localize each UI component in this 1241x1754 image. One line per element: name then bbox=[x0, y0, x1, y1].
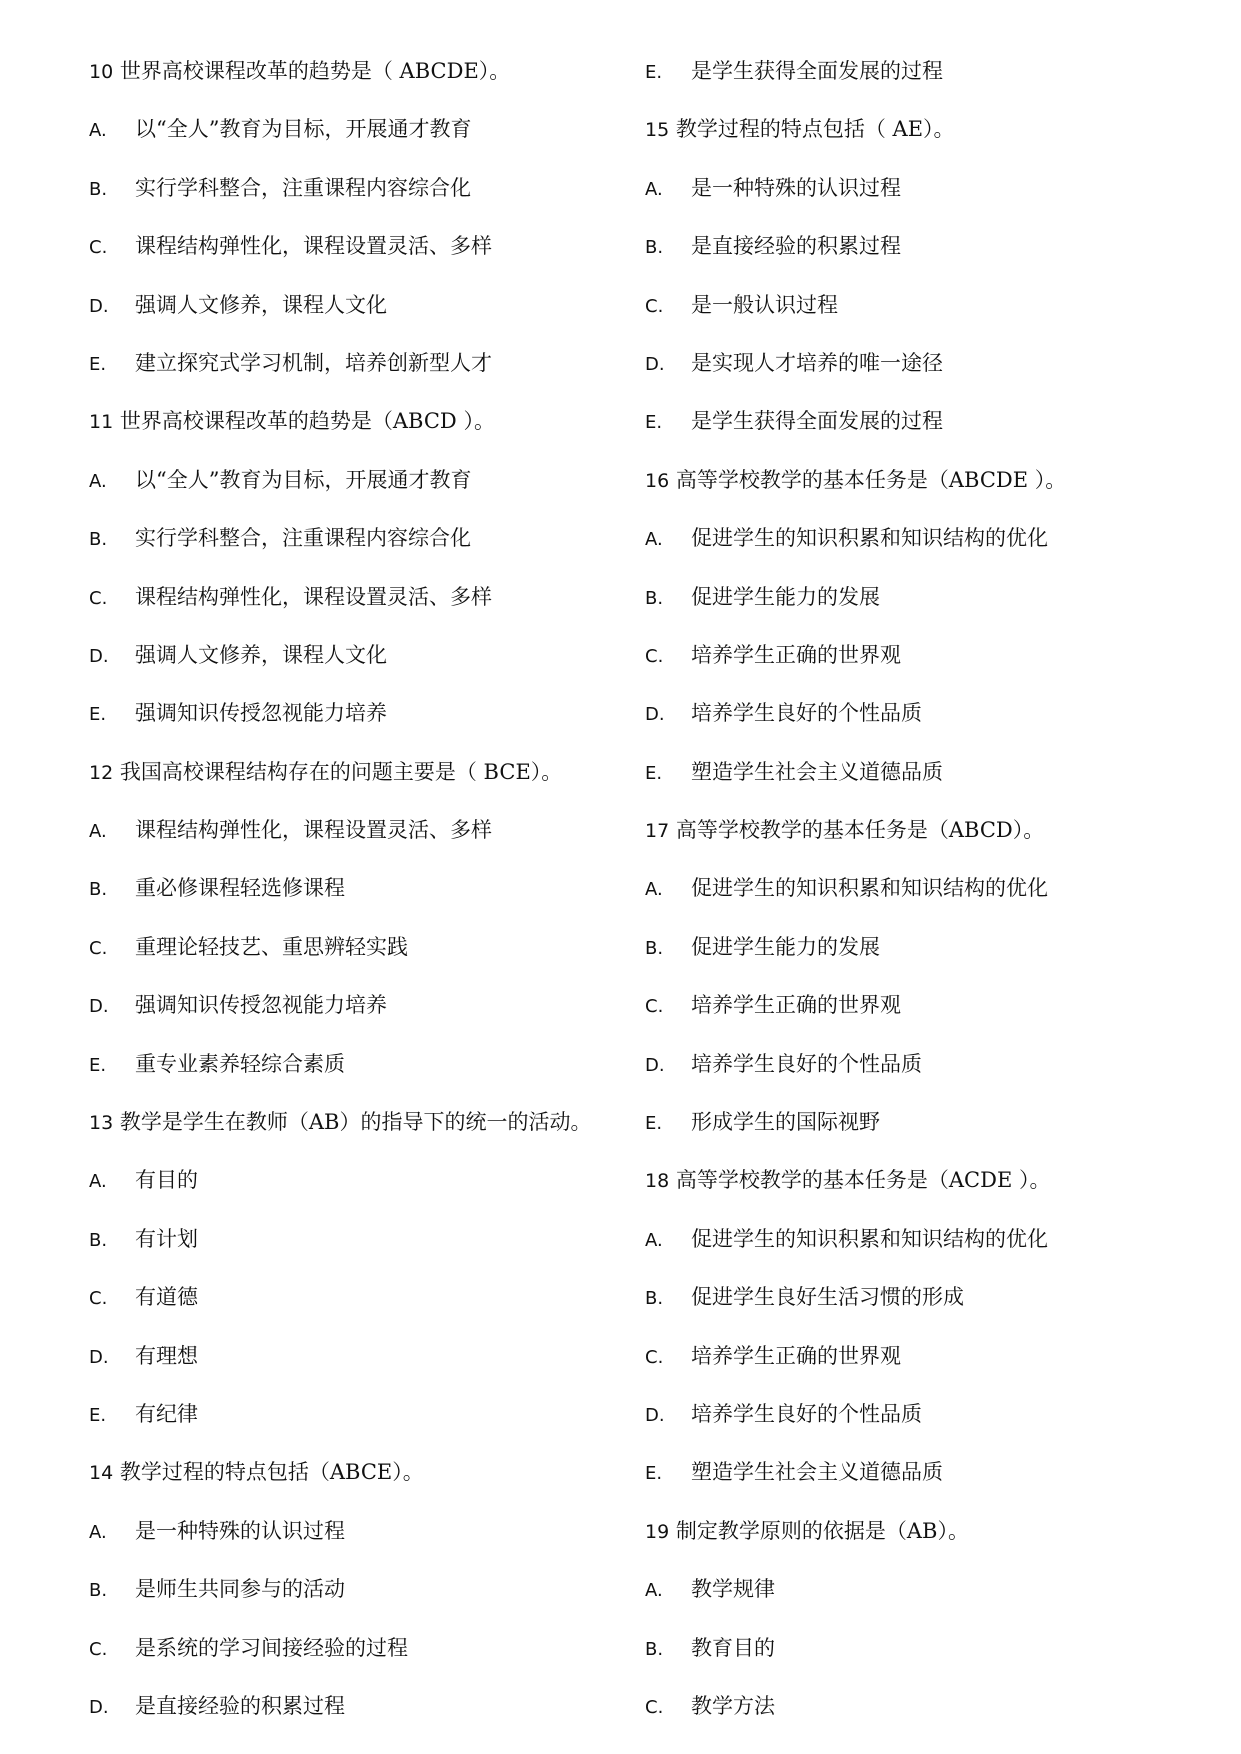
option-letter: C. bbox=[89, 1288, 108, 1310]
option-letter: E. bbox=[645, 412, 663, 434]
option-letter: A. bbox=[89, 120, 107, 142]
question-stem bbox=[89, 404, 629, 462]
question-text: 我国高校课程结构存在的问题主要是（ BCE）。 bbox=[119, 759, 563, 784]
answer-option bbox=[645, 696, 1205, 754]
option-letter: D. bbox=[645, 704, 665, 726]
option-text: 有道德 bbox=[135, 1285, 198, 1310]
option-text: 是学生获得全面发展的过程 bbox=[691, 409, 943, 434]
option-letter: B. bbox=[645, 237, 664, 259]
option-text: 强调人文修养，课程人文化 bbox=[135, 642, 387, 667]
answer-option bbox=[645, 930, 1205, 988]
option-letter: A. bbox=[645, 178, 663, 200]
question-number: 13 bbox=[89, 1112, 114, 1135]
option-letter: B. bbox=[89, 1580, 108, 1602]
question-text: 高等学校教学的基本任务是（ABCDE ）。 bbox=[675, 467, 1067, 492]
answer-option bbox=[89, 171, 629, 229]
option-letter: C. bbox=[89, 237, 108, 259]
answer-option bbox=[89, 580, 629, 638]
option-letter: C. bbox=[89, 587, 108, 609]
question-number: 14 bbox=[89, 1462, 114, 1485]
option-letter: B. bbox=[89, 1229, 108, 1251]
answer-option bbox=[645, 1572, 1205, 1630]
option-text: 强调知识传授忽视能力培养 bbox=[135, 993, 387, 1018]
answer-option bbox=[645, 521, 1205, 579]
option-text: 促进学生的知识积累和知识结构的优化 bbox=[691, 1226, 1048, 1251]
option-text: 实行学科整合，注重课程内容综合化 bbox=[135, 175, 471, 200]
question-stem bbox=[89, 1105, 629, 1163]
option-letter: A. bbox=[645, 1229, 663, 1251]
question-stem bbox=[645, 813, 1205, 871]
question-text: 教学过程的特点包括（ABCE）。 bbox=[119, 1460, 424, 1485]
option-text: 促进学生能力的发展 bbox=[691, 584, 880, 609]
answer-option bbox=[89, 1339, 629, 1397]
option-letter: B. bbox=[89, 529, 108, 551]
option-text: 是一般认识过程 bbox=[691, 292, 838, 317]
option-letter: B. bbox=[645, 937, 664, 959]
question-number: 11 bbox=[89, 411, 114, 434]
option-text: 培养学生正确的世界观 bbox=[691, 993, 901, 1018]
answer-option bbox=[89, 1397, 629, 1455]
option-letter: B. bbox=[89, 879, 108, 901]
answer-option bbox=[89, 930, 629, 988]
answer-option bbox=[645, 346, 1205, 404]
option-text: 实行学科整合，注重课程内容综合化 bbox=[135, 526, 471, 551]
option-text: 教学方法 bbox=[691, 1693, 775, 1718]
answer-option bbox=[89, 1514, 629, 1572]
option-letter: D. bbox=[89, 645, 109, 667]
answer-option bbox=[89, 288, 629, 346]
answer-option bbox=[89, 1689, 629, 1747]
answer-option bbox=[645, 755, 1205, 813]
option-letter: C. bbox=[89, 937, 108, 959]
option-text: 强调人文修养，课程人文化 bbox=[135, 292, 387, 317]
answer-option bbox=[645, 1339, 1205, 1397]
answer-option bbox=[645, 229, 1205, 287]
question-number: 18 bbox=[645, 1170, 670, 1193]
question-text: 教学是学生在教师（AB）的指导下的统一的活动。 bbox=[119, 1110, 592, 1135]
question-number: 10 bbox=[89, 61, 114, 83]
answer-option bbox=[89, 521, 629, 579]
option-letter: E. bbox=[89, 353, 107, 375]
answer-option bbox=[645, 1047, 1205, 1105]
option-letter: D. bbox=[645, 353, 665, 375]
option-text: 有计划 bbox=[135, 1226, 198, 1251]
left-column bbox=[89, 54, 629, 1747]
option-letter: B. bbox=[645, 1288, 664, 1310]
option-text: 以“全人”教育为目标，开展通才教育 bbox=[135, 467, 472, 492]
option-letter: D. bbox=[89, 1346, 109, 1368]
option-text: 是学生获得全面发展的过程 bbox=[691, 59, 943, 83]
option-text: 是一种特殊的认识过程 bbox=[135, 1518, 345, 1543]
option-letter: A. bbox=[89, 821, 107, 843]
answer-option bbox=[645, 1689, 1205, 1747]
answer-option bbox=[645, 1222, 1205, 1280]
option-letter: E. bbox=[645, 1463, 663, 1485]
answer-option bbox=[89, 988, 629, 1046]
option-text: 是师生共同参与的活动 bbox=[135, 1577, 345, 1602]
option-text: 促进学生良好生活习惯的形成 bbox=[691, 1285, 964, 1310]
option-text: 促进学生的知识积累和知识结构的优化 bbox=[691, 526, 1048, 551]
answer-option bbox=[645, 288, 1205, 346]
option-text: 促进学生的知识积累和知识结构的优化 bbox=[691, 876, 1048, 901]
question-text: 制定教学原则的依据是（AB）。 bbox=[675, 1518, 969, 1543]
option-text: 重理论轻技艺、重思辨轻实践 bbox=[135, 934, 408, 959]
option-letter: D. bbox=[89, 295, 109, 317]
answer-option bbox=[89, 112, 629, 170]
option-text: 有理想 bbox=[135, 1343, 198, 1368]
option-text: 是直接经验的积累过程 bbox=[691, 234, 901, 259]
answer-option bbox=[645, 404, 1205, 462]
option-letter: D. bbox=[89, 1696, 109, 1718]
question-stem bbox=[89, 54, 629, 112]
option-letter: C. bbox=[645, 1346, 664, 1368]
question-number: 16 bbox=[645, 469, 670, 492]
option-letter: A. bbox=[645, 1580, 663, 1602]
option-text: 教学规律 bbox=[691, 1577, 775, 1602]
answer-option bbox=[89, 638, 629, 696]
option-letter: B. bbox=[645, 587, 664, 609]
answer-option bbox=[89, 1280, 629, 1338]
option-text: 教育目的 bbox=[691, 1635, 775, 1660]
option-text: 有目的 bbox=[135, 1168, 198, 1193]
option-letter: B. bbox=[645, 1638, 664, 1660]
option-text: 培养学生正确的世界观 bbox=[691, 1343, 901, 1368]
answer-option bbox=[89, 1163, 629, 1221]
answer-option bbox=[645, 871, 1205, 929]
option-text: 课程结构弹性化，课程设置灵活、多样 bbox=[135, 234, 492, 259]
question-number: 12 bbox=[89, 761, 114, 784]
option-letter: E. bbox=[89, 1054, 107, 1076]
answer-option bbox=[645, 171, 1205, 229]
question-number: 17 bbox=[645, 820, 670, 843]
question-number: 19 bbox=[645, 1520, 670, 1543]
option-text: 是实现人才培养的唯一途径 bbox=[691, 350, 943, 375]
option-text: 课程结构弹性化，课程设置灵活、多样 bbox=[135, 818, 492, 843]
question-text: 高等学校教学的基本任务是（ACDE ）。 bbox=[675, 1168, 1051, 1193]
question-text: 世界高校课程改革的趋势是（ABCD ）。 bbox=[119, 409, 495, 434]
option-letter: A. bbox=[89, 470, 107, 492]
answer-option bbox=[645, 1105, 1205, 1163]
option-text: 是一种特殊的认识过程 bbox=[691, 175, 901, 200]
option-text: 课程结构弹性化，课程设置灵活、多样 bbox=[135, 584, 492, 609]
option-text: 以“全人”教育为目标，开展通才教育 bbox=[135, 117, 472, 142]
option-text: 强调知识传授忽视能力培养 bbox=[135, 701, 387, 726]
answer-option bbox=[645, 54, 1205, 112]
option-letter: C. bbox=[645, 1696, 664, 1718]
answer-option bbox=[89, 1047, 629, 1105]
question-stem bbox=[645, 463, 1205, 521]
option-letter: A. bbox=[89, 1521, 107, 1543]
question-stem bbox=[645, 112, 1205, 170]
option-text: 塑造学生社会主义道德品质 bbox=[691, 759, 943, 784]
option-letter: C. bbox=[89, 1638, 108, 1660]
question-stem bbox=[89, 755, 629, 813]
option-letter: E. bbox=[89, 1404, 107, 1426]
option-text: 培养学生良好的个性品质 bbox=[691, 701, 922, 726]
right-column bbox=[645, 54, 1205, 1747]
question-text: 高等学校教学的基本任务是（ABCD）。 bbox=[675, 818, 1045, 843]
question-stem bbox=[89, 1455, 629, 1513]
option-letter: E. bbox=[89, 704, 107, 726]
option-letter: C. bbox=[645, 645, 664, 667]
answer-option bbox=[645, 1631, 1205, 1689]
answer-option bbox=[645, 580, 1205, 638]
answer-option bbox=[645, 1397, 1205, 1455]
option-text: 培养学生正确的世界观 bbox=[691, 642, 901, 667]
option-text: 建立探究式学习机制，培养创新型人才 bbox=[135, 350, 492, 375]
option-letter: A. bbox=[645, 879, 663, 901]
question-text: 教学过程的特点包括（ AE）。 bbox=[675, 117, 955, 142]
option-letter: E. bbox=[645, 1113, 663, 1135]
answer-option bbox=[89, 229, 629, 287]
question-stem bbox=[645, 1514, 1205, 1572]
question-number: 15 bbox=[645, 119, 670, 142]
option-text: 重必修课程轻选修课程 bbox=[135, 876, 345, 901]
option-letter: A. bbox=[89, 1171, 107, 1193]
option-letter: D. bbox=[645, 1054, 665, 1076]
answer-option bbox=[89, 346, 629, 404]
option-text: 培养学生良好的个性品质 bbox=[691, 1051, 922, 1076]
answer-option bbox=[89, 813, 629, 871]
option-letter: C. bbox=[645, 996, 664, 1018]
option-letter: D. bbox=[89, 996, 109, 1018]
option-letter: B. bbox=[89, 178, 108, 200]
option-text: 形成学生的国际视野 bbox=[691, 1110, 880, 1135]
answer-option bbox=[89, 1572, 629, 1630]
answer-option bbox=[645, 1455, 1205, 1513]
option-text: 是系统的学习间接经验的过程 bbox=[135, 1635, 408, 1660]
option-letter: E. bbox=[645, 62, 663, 83]
option-text: 促进学生能力的发展 bbox=[691, 934, 880, 959]
option-letter: C. bbox=[645, 295, 664, 317]
option-text: 重专业素养轻综合素质 bbox=[135, 1051, 345, 1076]
question-text: 世界高校课程改革的趋势是（ ABCDE）。 bbox=[119, 59, 511, 83]
option-text: 塑造学生社会主义道德品质 bbox=[691, 1460, 943, 1485]
answer-option bbox=[89, 1222, 629, 1280]
answer-option bbox=[89, 871, 629, 929]
answer-option bbox=[89, 696, 629, 754]
option-letter: D. bbox=[645, 1404, 665, 1426]
answer-option bbox=[645, 988, 1205, 1046]
option-letter: A. bbox=[645, 529, 663, 551]
option-text: 是直接经验的积累过程 bbox=[135, 1693, 345, 1718]
option-text: 有纪律 bbox=[135, 1401, 198, 1426]
answer-option bbox=[645, 638, 1205, 696]
answer-option bbox=[89, 1631, 629, 1689]
option-letter: E. bbox=[645, 762, 663, 784]
answer-option bbox=[645, 1280, 1205, 1338]
question-stem bbox=[645, 1163, 1205, 1221]
option-text: 培养学生良好的个性品质 bbox=[691, 1401, 922, 1426]
answer-option bbox=[89, 463, 629, 521]
